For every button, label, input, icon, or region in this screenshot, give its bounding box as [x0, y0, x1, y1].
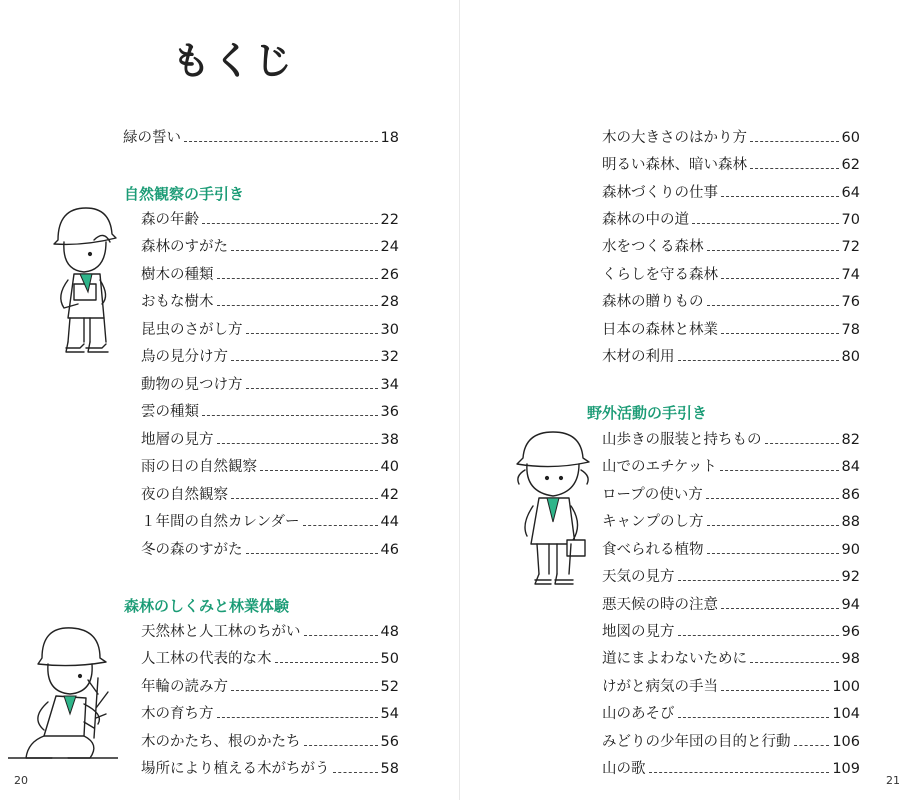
- toc-entry[interactable]: [602, 512, 860, 532]
- entry-label: 天然林と人工林のちがい: [141, 624, 301, 640]
- entry-page: 34: [380, 377, 399, 393]
- entry-page: 40: [380, 459, 399, 475]
- toc-entry[interactable]: [602, 237, 860, 257]
- toc-entry[interactable]: [141, 430, 399, 450]
- entry-page: 80: [841, 349, 860, 365]
- toc-entry[interactable]: [141, 457, 399, 477]
- dot-leader: [202, 415, 378, 416]
- dot-leader: [304, 635, 378, 636]
- toc-entry[interactable]: [602, 430, 860, 450]
- page-number-right: 21: [886, 774, 900, 787]
- dot-leader: [184, 141, 378, 142]
- toc-entry[interactable]: [602, 485, 860, 505]
- entry-page: 94: [841, 597, 860, 613]
- toc-entry[interactable]: [602, 292, 860, 312]
- entry-label: 冬の森のすがた: [141, 542, 243, 558]
- entry-page: 88: [841, 514, 860, 530]
- toc-entry[interactable]: [602, 457, 860, 477]
- toc-entry[interactable]: [602, 649, 860, 669]
- toc-entry[interactable]: [141, 237, 399, 257]
- dot-leader: [649, 772, 830, 773]
- dot-leader: [246, 333, 378, 334]
- entry-label: 雲の種類: [141, 404, 199, 420]
- dot-leader: [721, 690, 829, 691]
- entry-label: 山の歌: [602, 761, 646, 777]
- entry-page: 24: [380, 239, 399, 255]
- toc-entry[interactable]: [602, 704, 860, 724]
- section-heading-outdoor: 野外活動の手引き: [587, 404, 708, 422]
- toc-entry[interactable]: [141, 347, 399, 367]
- entry-page: 42: [380, 487, 399, 503]
- dot-leader: [692, 223, 839, 224]
- entry-page: 50: [380, 651, 399, 667]
- dot-leader: [765, 443, 839, 444]
- entry-page: 109: [832, 761, 860, 777]
- entry-label: 山でのエチケット: [602, 459, 717, 475]
- entry-page: 86: [841, 487, 860, 503]
- section-heading-nature: 自然観察の手引き: [124, 185, 245, 203]
- entry-page: 54: [380, 706, 399, 722]
- entry-page: 18: [380, 130, 399, 146]
- dot-leader: [217, 278, 378, 279]
- entry-label: 木のかたち、根のかたち: [141, 734, 301, 750]
- entry-label: 水をつくる森林: [602, 239, 704, 255]
- toc-entry[interactable]: [141, 677, 399, 697]
- entry-label: 地図の見方: [602, 624, 675, 640]
- entry-label: 道にまよわないために: [602, 651, 747, 667]
- toc-entry[interactable]: [602, 759, 860, 779]
- entry-label: 雨の日の自然観察: [141, 459, 257, 475]
- entry-label: 地層の見方: [141, 432, 214, 448]
- entry-label: 森林の贈りもの: [602, 294, 704, 310]
- entry-page: 100: [832, 679, 860, 695]
- toc-entry[interactable]: [602, 320, 860, 340]
- entry-label: 森の年齢: [141, 212, 199, 228]
- entry-page: 26: [380, 267, 399, 283]
- toc-entry[interactable]: [141, 732, 399, 752]
- toc-entry-pledge[interactable]: [123, 128, 399, 148]
- toc-entry[interactable]: [602, 210, 860, 230]
- entry-label: 日本の森林と林業: [602, 322, 718, 338]
- entry-label: 山のあそび: [602, 706, 675, 722]
- entry-label: 木の育ち方: [141, 706, 214, 722]
- entry-page: 84: [841, 459, 860, 475]
- toc-entry[interactable]: [602, 347, 860, 367]
- dot-leader: [721, 333, 839, 334]
- dot-leader: [260, 470, 378, 471]
- toc-entry[interactable]: [602, 183, 860, 203]
- dot-leader: [303, 525, 378, 526]
- dot-leader: [707, 553, 839, 554]
- dot-leader: [707, 250, 839, 251]
- dot-leader: [304, 745, 378, 746]
- entry-label: 昆虫のさがし方: [141, 322, 243, 338]
- entry-label: １年間の自然カレンダー: [141, 514, 300, 530]
- entry-label: 森林づくりの仕事: [602, 185, 718, 201]
- entry-label: 人工林の代表的な木: [141, 651, 272, 667]
- dot-leader: [721, 278, 839, 279]
- entry-page: 78: [841, 322, 860, 338]
- entry-label: 明るい森林、暗い森林: [602, 157, 747, 173]
- dot-leader: [246, 388, 378, 389]
- toc-entry[interactable]: [602, 567, 860, 587]
- dot-leader: [678, 717, 830, 718]
- entry-page: 58: [380, 761, 399, 777]
- entry-page: 104: [832, 706, 860, 722]
- dot-leader: [707, 305, 839, 306]
- dot-leader: [678, 360, 839, 361]
- entry-label: 森林の中の道: [602, 212, 689, 228]
- toc-entry[interactable]: [602, 677, 860, 697]
- toc-entry[interactable]: [141, 265, 399, 285]
- toc-entry[interactable]: [602, 595, 860, 615]
- dot-leader: [217, 305, 378, 306]
- dot-leader: [750, 662, 839, 663]
- entry-label: 悪天候の時の注意: [602, 597, 718, 613]
- entry-page: 62: [841, 157, 860, 173]
- toc-entry[interactable]: [141, 210, 399, 230]
- toc-entry[interactable]: [141, 485, 399, 505]
- dot-leader: [720, 470, 839, 471]
- entry-label: 場所により植える木がちがう: [141, 761, 330, 777]
- entry-page: 44: [380, 514, 399, 530]
- dot-leader: [217, 717, 378, 718]
- dot-leader: [707, 525, 839, 526]
- entry-page: 98: [841, 651, 860, 667]
- entry-page: 60: [841, 130, 860, 146]
- entry-label: 緑の誓い: [123, 130, 181, 146]
- entry-page: 92: [841, 569, 860, 585]
- entry-page: 30: [380, 322, 399, 338]
- dot-leader: [721, 196, 839, 197]
- toc-entry[interactable]: [602, 128, 860, 148]
- entry-page: 38: [380, 432, 399, 448]
- entry-page: 56: [380, 734, 399, 750]
- toc-entry[interactable]: [141, 540, 399, 560]
- entry-page: 72: [841, 239, 860, 255]
- toc-entry[interactable]: [141, 402, 399, 422]
- entry-page: 36: [380, 404, 399, 420]
- toc-entry[interactable]: [141, 622, 399, 642]
- entry-page: 74: [841, 267, 860, 283]
- entry-label: ロープの使い方: [602, 487, 703, 503]
- dot-leader: [275, 662, 378, 663]
- entry-page: 90: [841, 542, 860, 558]
- entry-label: 年輪の読み方: [141, 679, 228, 695]
- dot-leader: [333, 772, 378, 773]
- dot-leader: [750, 141, 839, 142]
- entry-page: 96: [841, 624, 860, 640]
- toc-entry[interactable]: [141, 375, 399, 395]
- dot-leader: [202, 223, 378, 224]
- toc-entry[interactable]: [602, 622, 860, 642]
- toc-entry[interactable]: [602, 265, 860, 285]
- dot-leader: [706, 498, 839, 499]
- entry-page: 52: [380, 679, 399, 695]
- dot-leader: [231, 250, 378, 251]
- entry-page: 22: [380, 212, 399, 228]
- section-heading-forestry: 森林のしくみと林業体験: [124, 597, 290, 615]
- entry-page: 106: [832, 734, 860, 750]
- entry-label: 森林のすがた: [141, 239, 228, 255]
- entry-label: キャンプのし方: [602, 514, 704, 530]
- entry-label: 鳥の見分け方: [141, 349, 228, 365]
- dot-leader: [217, 443, 378, 444]
- dot-leader: [678, 635, 839, 636]
- entry-label: 木材の利用: [602, 349, 675, 365]
- page-title: もくじ: [172, 39, 296, 83]
- dot-leader: [231, 498, 378, 499]
- toc-entry[interactable]: [602, 732, 860, 752]
- dot-leader: [231, 690, 378, 691]
- dot-leader: [231, 360, 378, 361]
- entry-label: くらしを守る森林: [602, 267, 718, 283]
- dot-leader: [246, 553, 378, 554]
- entry-page: 82: [841, 432, 860, 448]
- toc-entry[interactable]: [141, 704, 399, 724]
- entry-label: おもな樹木: [141, 294, 214, 310]
- entry-label: みどりの少年団の目的と行動: [602, 734, 791, 750]
- dot-leader: [750, 168, 839, 169]
- entry-page: 64: [841, 185, 860, 201]
- child-with-book-illustration: [44, 200, 124, 370]
- entry-label: けがと病気の手当: [602, 679, 718, 695]
- toc-entry[interactable]: [141, 512, 399, 532]
- entry-label: 動物の見つけ方: [141, 377, 243, 393]
- entry-page: 28: [380, 294, 399, 310]
- dot-leader: [678, 580, 839, 581]
- toc-entry[interactable]: [141, 292, 399, 312]
- entry-label: 樹木の種類: [141, 267, 214, 283]
- entry-label: 夜の自然観察: [141, 487, 228, 503]
- entry-page: 76: [841, 294, 860, 310]
- page-number-left: 20: [14, 774, 28, 787]
- entry-page: 48: [380, 624, 399, 640]
- toc-entry[interactable]: [602, 155, 860, 175]
- toc-entry[interactable]: [602, 540, 860, 560]
- dot-leader: [794, 745, 830, 746]
- entry-label: 食べられる植物: [602, 542, 704, 558]
- entry-page: 46: [380, 542, 399, 558]
- gutter-line: [459, 0, 460, 800]
- entry-label: 山歩きの服装と持ちもの: [602, 432, 762, 448]
- entry-page: 70: [841, 212, 860, 228]
- entry-page: 32: [380, 349, 399, 365]
- toc-entry[interactable]: [141, 759, 399, 779]
- child-planting-tree-illustration: [8, 618, 118, 768]
- toc-entry[interactable]: [141, 649, 399, 669]
- dot-leader: [721, 608, 839, 609]
- toc-entry[interactable]: [141, 320, 399, 340]
- girl-with-bucket-illustration: [513, 428, 597, 600]
- entry-label: 天気の見方: [602, 569, 675, 585]
- entry-label: 木の大きさのはかり方: [602, 130, 747, 146]
